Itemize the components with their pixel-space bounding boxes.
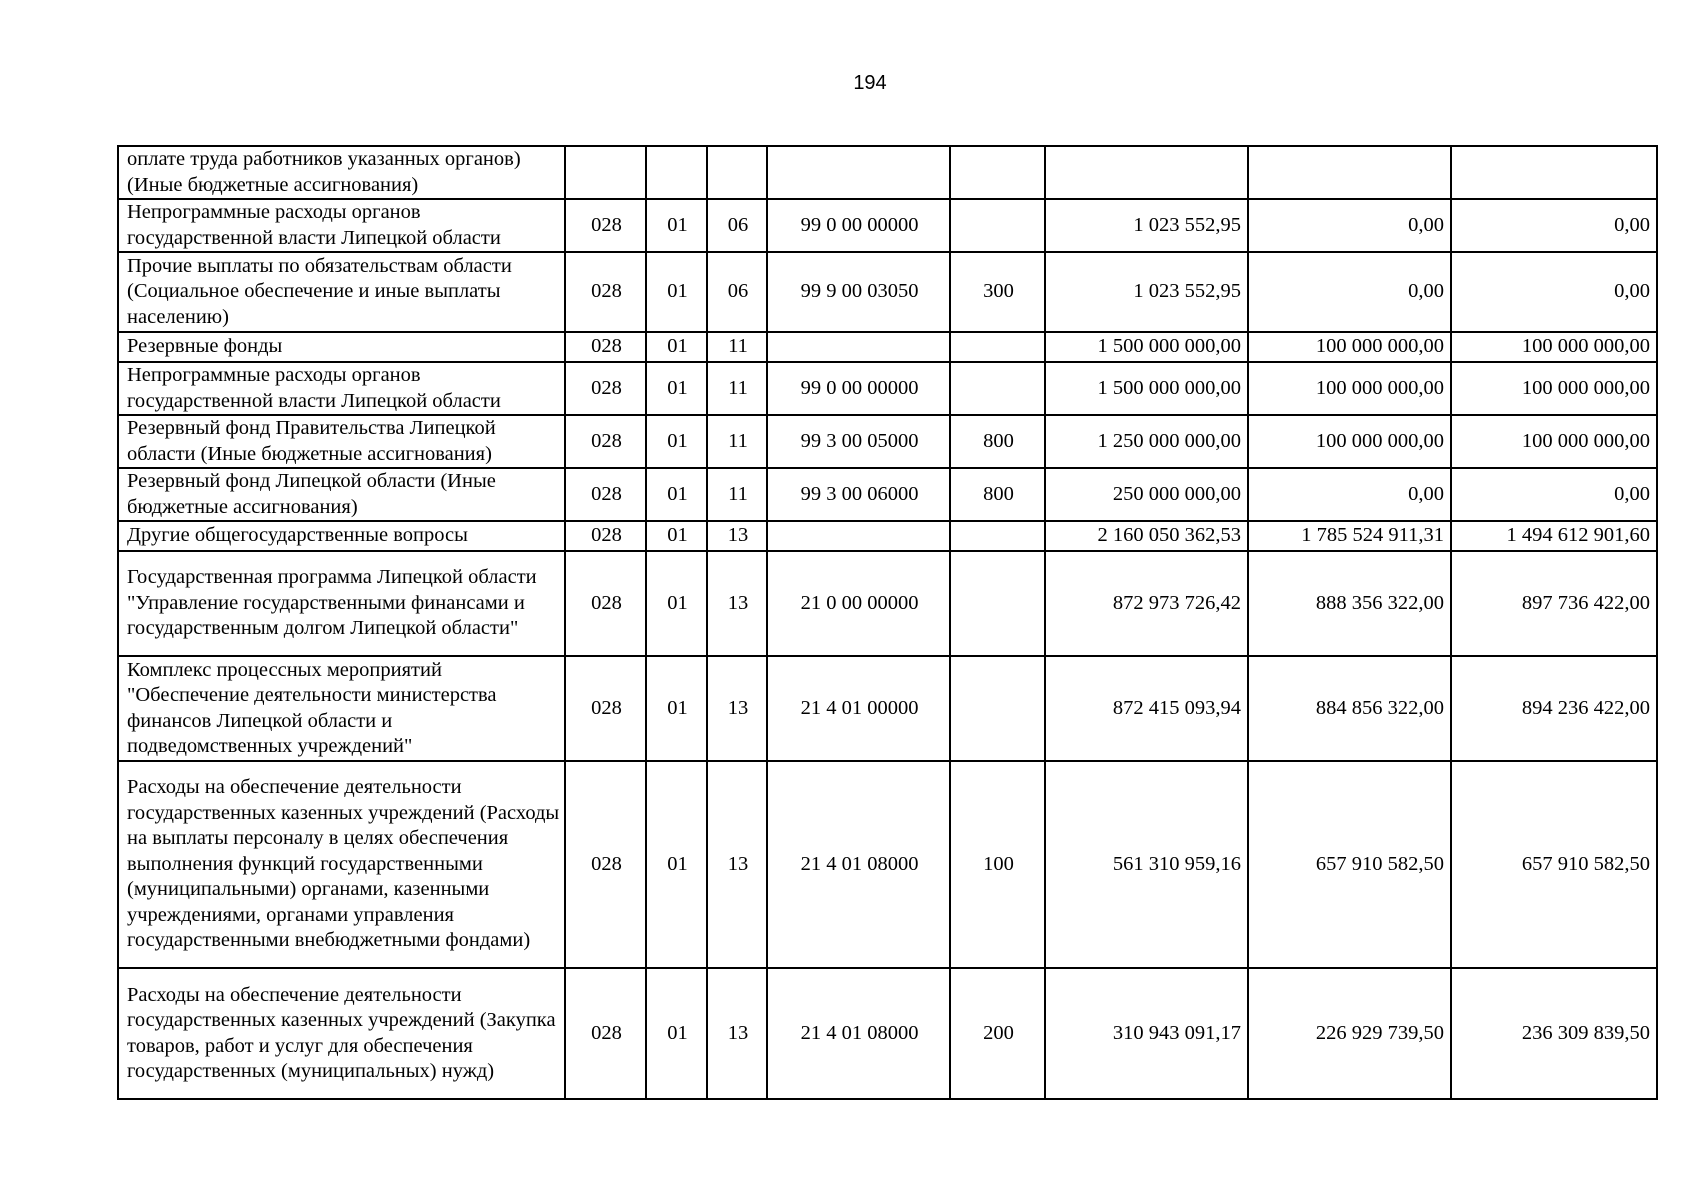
sum-year-1: 561 310 959,16 [1045,761,1248,968]
sum-year-3: 100 000 000,00 [1451,362,1657,415]
table-row [118,252,1657,332]
expense-type-code [950,551,1045,656]
sum-year-3: 894 236 422,00 [1451,656,1657,761]
table-row [118,415,1657,468]
sum-year-2: 1 785 524 911,31 [1248,521,1451,551]
expense-type-code: 200 [950,968,1045,1099]
admin-code: 028 [565,968,646,1099]
sum-year-1: 1 250 000 000,00 [1045,415,1248,468]
sum-year-2: 0,00 [1248,199,1451,252]
target-code: 99 0 00 00000 [767,362,950,415]
sum-year-3 [1451,146,1657,199]
expense-name: Непрограммные расходы органов государственной власти Липецкой области [118,199,565,252]
expense-type-code [950,362,1045,415]
expense-name: Другие общегосударственные вопросы [118,521,565,551]
target-code: 99 3 00 06000 [767,468,950,521]
target-code [767,146,950,199]
sum-year-1: 872 973 726,42 [1045,551,1248,656]
sum-year-3: 100 000 000,00 [1451,332,1657,362]
subsection-code: 11 [707,415,767,468]
sum-year-2 [1248,146,1451,199]
sum-year-3: 897 736 422,00 [1451,551,1657,656]
admin-code: 028 [565,521,646,551]
expense-name: Государственная программа Липецкой области "Управление государственными финансами и государственным долгом Липецкой области" [118,551,565,656]
expense-type-code: 100 [950,761,1045,968]
sum-year-2: 0,00 [1248,252,1451,332]
admin-code: 028 [565,468,646,521]
subsection-code: 11 [707,362,767,415]
expense-type-code: 300 [950,252,1045,332]
section-code [646,146,707,199]
subsection-code: 13 [707,968,767,1099]
expense-name: Расходы на обеспечение деятельности государственных казенных учреждений (Расходы на выплаты персоналу в целях обеспечения выполнения функций государственными (муниципальными) органами, казенными учреждениями, органами управления государственными внебюджетными фондами) [118,761,565,968]
section-code: 01 [646,656,707,761]
section-code: 01 [646,968,707,1099]
table-row [118,968,1657,1099]
section-code: 01 [646,415,707,468]
target-code [767,521,950,551]
subsection-code: 11 [707,332,767,362]
expense-name: Комплекс процессных мероприятий "Обеспечение деятельности министерства финансов Липецкой области и подведомственных учреждений" [118,656,565,761]
sum-year-2: 100 000 000,00 [1248,415,1451,468]
expense-name: Резервный фонд Липецкой области (Иные бюджетные ассигнования) [118,468,565,521]
table-row [118,656,1657,761]
admin-code: 028 [565,551,646,656]
section-code: 01 [646,199,707,252]
table-row [118,146,1657,199]
table-row [118,761,1657,968]
subsection-code [707,146,767,199]
admin-code: 028 [565,252,646,332]
target-code: 99 0 00 00000 [767,199,950,252]
target-code: 99 3 00 05000 [767,415,950,468]
sum-year-1: 872 415 093,94 [1045,656,1248,761]
expense-type-code: 800 [950,468,1045,521]
expense-type-code [950,199,1045,252]
subsection-code: 13 [707,521,767,551]
table-row [118,332,1657,362]
sum-year-1: 310 943 091,17 [1045,968,1248,1099]
admin-code: 028 [565,362,646,415]
sum-year-2: 888 356 322,00 [1248,551,1451,656]
subsection-code: 13 [707,551,767,656]
expense-type-code: 800 [950,415,1045,468]
section-code: 01 [646,521,707,551]
sum-year-2: 0,00 [1248,468,1451,521]
sum-year-2: 657 910 582,50 [1248,761,1451,968]
expense-name: Резервные фонды [118,332,565,362]
expense-type-code [950,521,1045,551]
section-code: 01 [646,252,707,332]
section-code: 01 [646,362,707,415]
admin-code: 028 [565,656,646,761]
sum-year-1: 1 500 000 000,00 [1045,332,1248,362]
sum-year-3: 236 309 839,50 [1451,968,1657,1099]
target-code: 21 4 01 08000 [767,761,950,968]
section-code: 01 [646,332,707,362]
subsection-code: 13 [707,656,767,761]
sum-year-3: 0,00 [1451,468,1657,521]
expense-name: Расходы на обеспечение деятельности государственных казенных учреждений (Закупка товаров, работ и услуг для обеспечения государственных (муниципальных) нужд) [118,968,565,1099]
sum-year-2: 884 856 322,00 [1248,656,1451,761]
admin-code: 028 [565,761,646,968]
subsection-code: 06 [707,199,767,252]
sum-year-1 [1045,146,1248,199]
table-row [118,551,1657,656]
page-number: 194 [853,72,887,94]
table-row [118,468,1657,521]
expense-name: Прочие выплаты по обязательствам области (Социальное обеспечение и иные выплаты населению) [118,252,565,332]
subsection-code: 13 [707,761,767,968]
sum-year-3: 1 494 612 901,60 [1451,521,1657,551]
admin-code: 028 [565,332,646,362]
admin-code [565,146,646,199]
sum-year-1: 1 023 552,95 [1045,199,1248,252]
budget-table [117,145,1658,1100]
table-row [118,199,1657,252]
admin-code: 028 [565,415,646,468]
target-code: 21 0 00 00000 [767,551,950,656]
table-row [118,521,1657,551]
admin-code: 028 [565,199,646,252]
sum-year-2: 226 929 739,50 [1248,968,1451,1099]
subsection-code: 06 [707,252,767,332]
section-code: 01 [646,468,707,521]
sum-year-1: 2 160 050 362,53 [1045,521,1248,551]
target-code: 99 9 00 03050 [767,252,950,332]
section-code: 01 [646,551,707,656]
target-code: 21 4 01 08000 [767,968,950,1099]
expense-name: Непрограммные расходы органов государственной власти Липецкой области [118,362,565,415]
expense-type-code [950,332,1045,362]
sum-year-1: 250 000 000,00 [1045,468,1248,521]
sum-year-2: 100 000 000,00 [1248,362,1451,415]
sum-year-3: 657 910 582,50 [1451,761,1657,968]
subsection-code: 11 [707,468,767,521]
expense-type-code [950,146,1045,199]
target-code [767,332,950,362]
sum-year-1: 1 500 000 000,00 [1045,362,1248,415]
expense-type-code [950,656,1045,761]
expense-name: Резервный фонд Правительства Липецкой области (Иные бюджетные ассигнования) [118,415,565,468]
section-code: 01 [646,761,707,968]
sum-year-3: 100 000 000,00 [1451,415,1657,468]
sum-year-3: 0,00 [1451,199,1657,252]
table-row [118,362,1657,415]
sum-year-3: 0,00 [1451,252,1657,332]
sum-year-1: 1 023 552,95 [1045,252,1248,332]
sum-year-2: 100 000 000,00 [1248,332,1451,362]
target-code: 21 4 01 00000 [767,656,950,761]
expense-name: оплате труда работников указанных органов) (Иные бюджетные ассигнования) [118,146,565,199]
